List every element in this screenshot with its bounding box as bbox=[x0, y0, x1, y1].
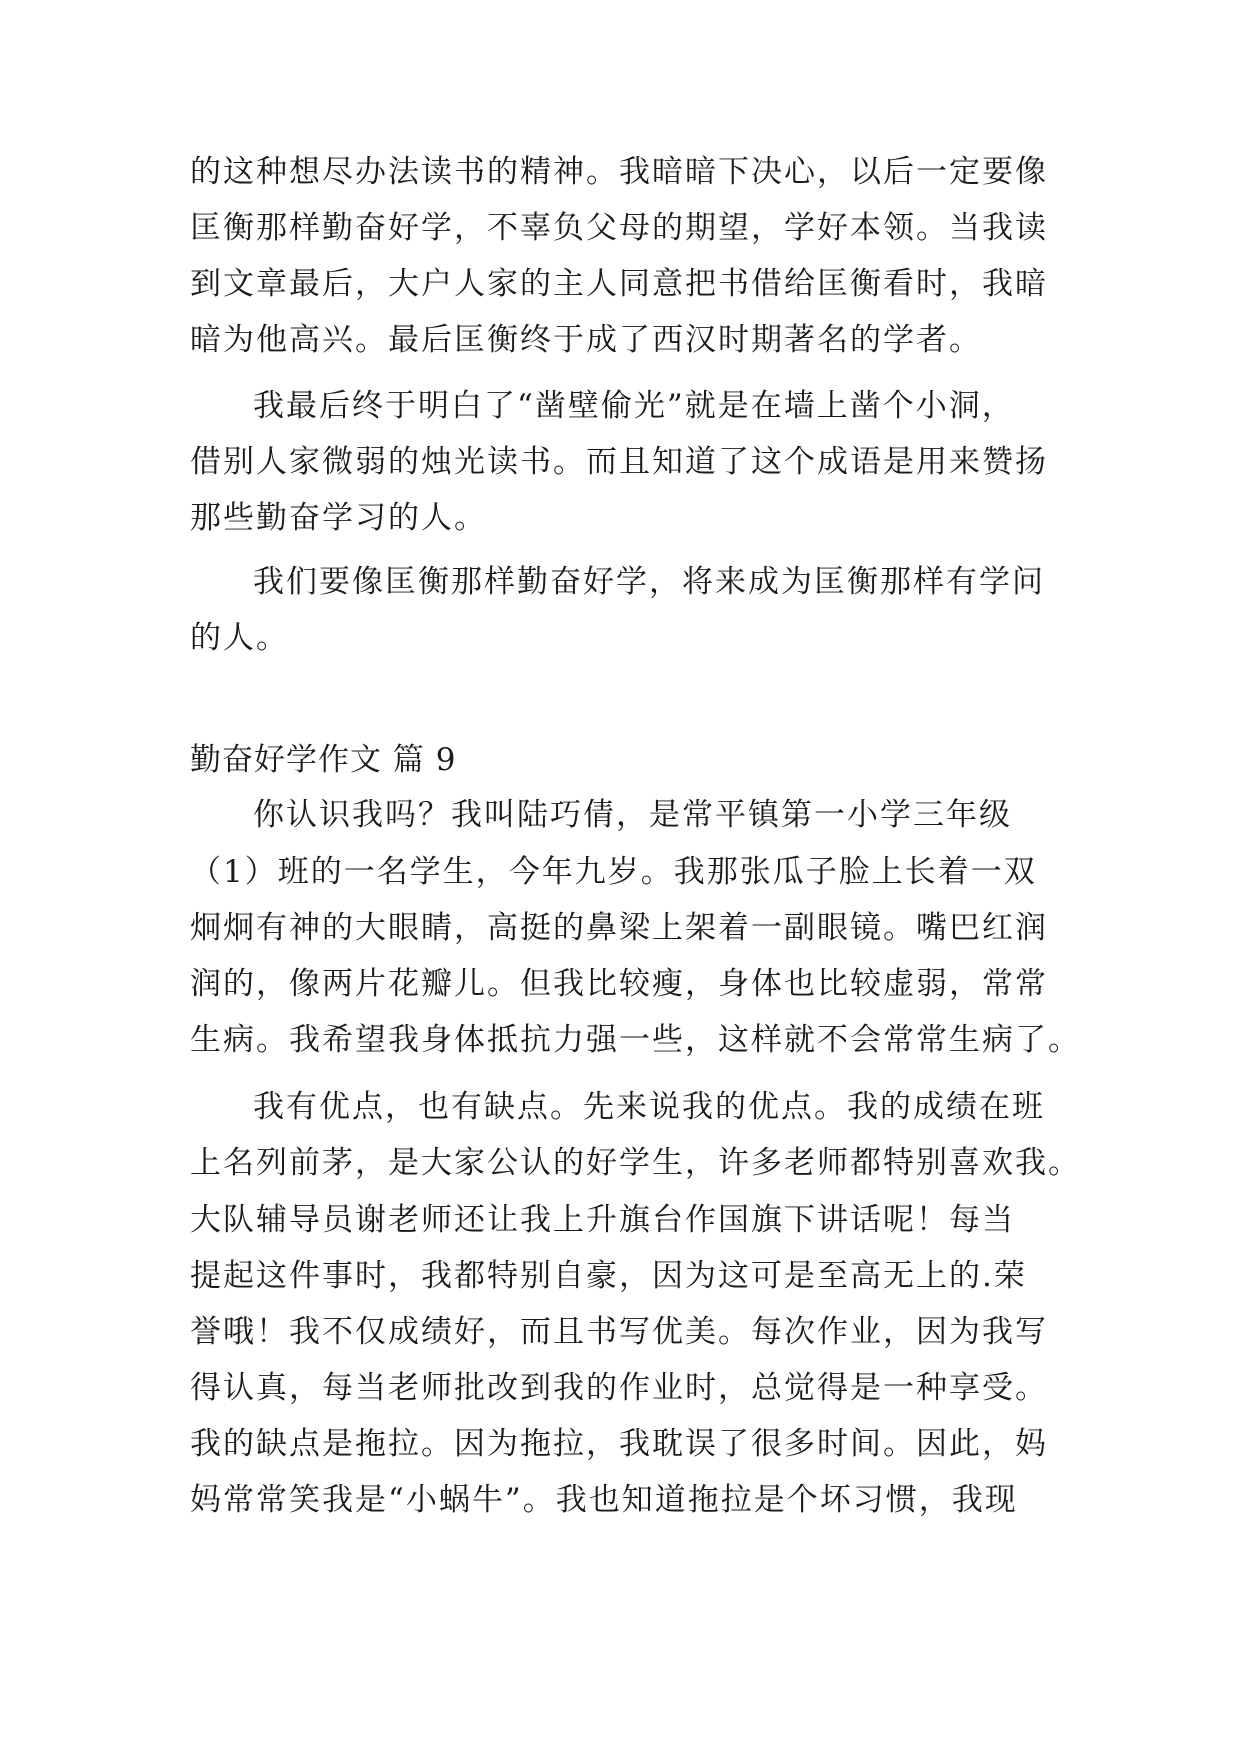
text-line: 润的，像两片花瓣儿。但我比较瘦，身体也比较虚弱，常常 bbox=[190, 966, 1048, 1002]
text-line: 炯炯有神的大眼睛，高挺的鼻梁上架着一副眼镜。嘴巴红润 bbox=[190, 910, 1048, 946]
text-line: 到文章最后，大户人家的主人同意把书借给匡衡看时，我暗 bbox=[190, 266, 1048, 302]
text-line: 借别人家微弱的烛光读书。而且知道了这个成语是用来赞扬 bbox=[190, 444, 1048, 480]
text-line: 得认真，每当老师批改到我的作业时，总觉得是一种享受。 bbox=[190, 1370, 1048, 1406]
section-heading: 勤奋好学作文 篇 9 bbox=[190, 742, 457, 778]
text-line: 妈常常笑我是“小蜗牛”。我也知道拖拉是个坏习惯，我现 bbox=[190, 1482, 1018, 1518]
text-line: 提起这件事时，我都特别自豪，因为这可是至高无上的.荣 bbox=[190, 1258, 1027, 1294]
text-line: 的这种想尽办法读书的精神。我暗暗下决心，以后一定要像 bbox=[190, 154, 1048, 190]
text-line: 暗为他高兴。最后匡衡终于成了西汉时期著名的学者。 bbox=[190, 322, 982, 358]
paragraph-first-line: 我有优点，也有缺点。先来说我的优点。我的成绩在班 bbox=[253, 1089, 1045, 1125]
paragraph-first-line: 你认识我吗？我叫陆巧倩，是常平镇第一小学三年级 bbox=[253, 797, 1012, 833]
text-line: （1）班的一名学生，今年九岁。我那张瓜子脸上长着一双 bbox=[190, 854, 1037, 890]
paragraph-first-line: 我最后终于明白了“凿壁偷光”就是在墙上凿个小洞， bbox=[253, 388, 1015, 424]
text-line: 那些勤奋学习的人。 bbox=[190, 500, 487, 536]
text-line: 上名列前茅，是大家公认的好学生，许多老师都特别喜欢我。 bbox=[190, 1145, 1081, 1181]
paragraph-first-line: 我们要像匡衡那样勤奋好学，将来成为匡衡那样有学问 bbox=[253, 564, 1045, 600]
text-line: 大队辅导员谢老师还让我上升旗台作国旗下讲话呢！每当 bbox=[190, 1202, 1015, 1238]
text-line: 誉哦！我不仅成绩好，而且书写优美。每次作业，因为我写 bbox=[190, 1314, 1048, 1350]
text-line: 匡衡那样勤奋好学，不辜负父母的期望，学好本领。当我读 bbox=[190, 210, 1048, 246]
text-line: 的人。 bbox=[190, 620, 289, 656]
text-line: 生病。我希望我身体抵抗力强一些，这样就不会常常生病了。 bbox=[190, 1022, 1081, 1058]
text-line: 我的缺点是拖拉。因为拖拉，我耽误了很多时间。因此，妈 bbox=[190, 1426, 1048, 1462]
